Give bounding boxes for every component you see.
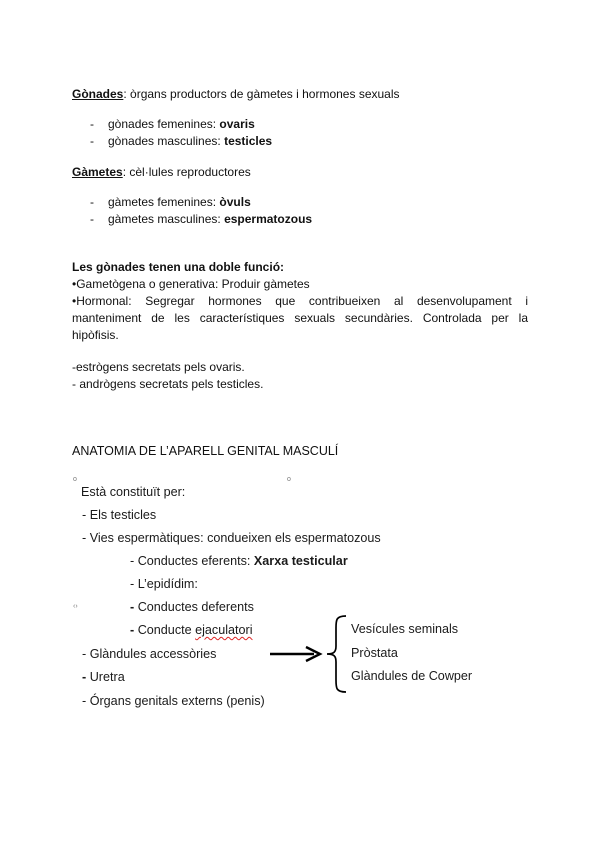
anatomy-intro: Està constituït per: <box>81 485 186 499</box>
masc-gametes-value: espermatozous <box>224 212 313 226</box>
item-testicles: - Els testicles <box>82 508 157 522</box>
sub-conductes-deferents <box>130 599 254 615</box>
gonades-term: Gònades <box>72 87 124 101</box>
androgens-line: - andrògens secretats pels testicles. <box>72 377 264 391</box>
edit-marker: o <box>287 476 291 483</box>
list-item <box>108 117 255 132</box>
item-glandules: - Glàndules accessòries <box>82 647 217 661</box>
item-vies-espermatiques: - Vies espermàtiques: condueixen els espermatozous <box>82 531 381 545</box>
edit-marker: o <box>73 476 77 483</box>
dash-marker: - <box>90 212 94 226</box>
gonades-definition <box>72 87 400 102</box>
masc-gonads-value: testicles <box>224 134 273 148</box>
gland-cowper: Glàndules de Cowper <box>351 669 473 683</box>
dash-marker: - <box>90 195 94 209</box>
gametes-term: Gàmetes <box>72 165 123 179</box>
uretra-dash: - <box>82 670 87 684</box>
bullet-gametogenic: •Gametògena o generativa: Produir gàmetes <box>72 277 310 291</box>
eferents-bold: Xarxa testicular <box>253 554 348 568</box>
list-item <box>108 212 312 227</box>
estrogens-line: -estrògens secretats pels ovaris. <box>72 360 245 374</box>
edit-marker: ‹› <box>73 603 78 610</box>
sub-conducte-ejaculatori <box>130 622 253 638</box>
bullet-hormonal-line1: •Hormonal: Segregar hormones que contribueixen al desenvolupament i <box>72 294 528 308</box>
deferents-dash: - <box>130 600 135 614</box>
eferents-label: - Conductes eferents: <box>130 554 254 568</box>
gametes-def: : cèl·lules reproductores <box>122 165 251 179</box>
gland-vesicules-seminals: Vesícules seminals <box>351 622 459 636</box>
fem-gametes-label: gàmetes femenines: <box>108 195 220 209</box>
gonades-def: : òrgans productors de gàmetes i hormones sexuals <box>123 87 400 101</box>
list-item <box>108 134 272 149</box>
dash-marker: - <box>90 134 94 148</box>
item-organs-externs: - Órgans genitals externs (penis) <box>82 694 265 708</box>
deferents-text: Conductes deferents <box>134 600 254 614</box>
bullet-hormonal-line2: manteniment de les característiques sexuals secundàries. Controlada per la <box>72 311 528 325</box>
fem-gonads-label: gònades femenines: <box>108 117 220 131</box>
masc-gametes-label: gàmetes masculines: <box>108 212 225 226</box>
masc-gonads-label: gònades masculines: <box>108 134 225 148</box>
fem-gametes-value: òvuls <box>219 195 251 209</box>
item-uretra <box>82 669 125 685</box>
curly-brace-icon <box>324 614 350 694</box>
sub-conductes-eferents <box>130 553 348 569</box>
sub-epididim: - L’epidídim: <box>130 577 198 591</box>
right-arrow-icon <box>268 645 326 663</box>
anatomy-title: ANATOMIA DE L’APARELL GENITAL MASCULÍ <box>72 444 339 458</box>
ejaculatori-dash: - <box>130 623 135 637</box>
bullet-hormonal-line3: hipòfisis. <box>72 328 119 342</box>
fem-gonads-value: ovaris <box>219 117 255 131</box>
dash-marker: - <box>90 117 94 131</box>
gametes-definition <box>72 165 251 180</box>
function-heading: Les gònades tenen una doble funció: <box>72 260 285 274</box>
ejaculatori-word: ejaculatori <box>195 623 253 637</box>
gland-prostata: Pròstata <box>351 646 398 660</box>
uretra-text: Uretra <box>86 670 125 684</box>
list-item <box>108 195 251 210</box>
ejaculatori-text: Conducte <box>134 623 196 637</box>
